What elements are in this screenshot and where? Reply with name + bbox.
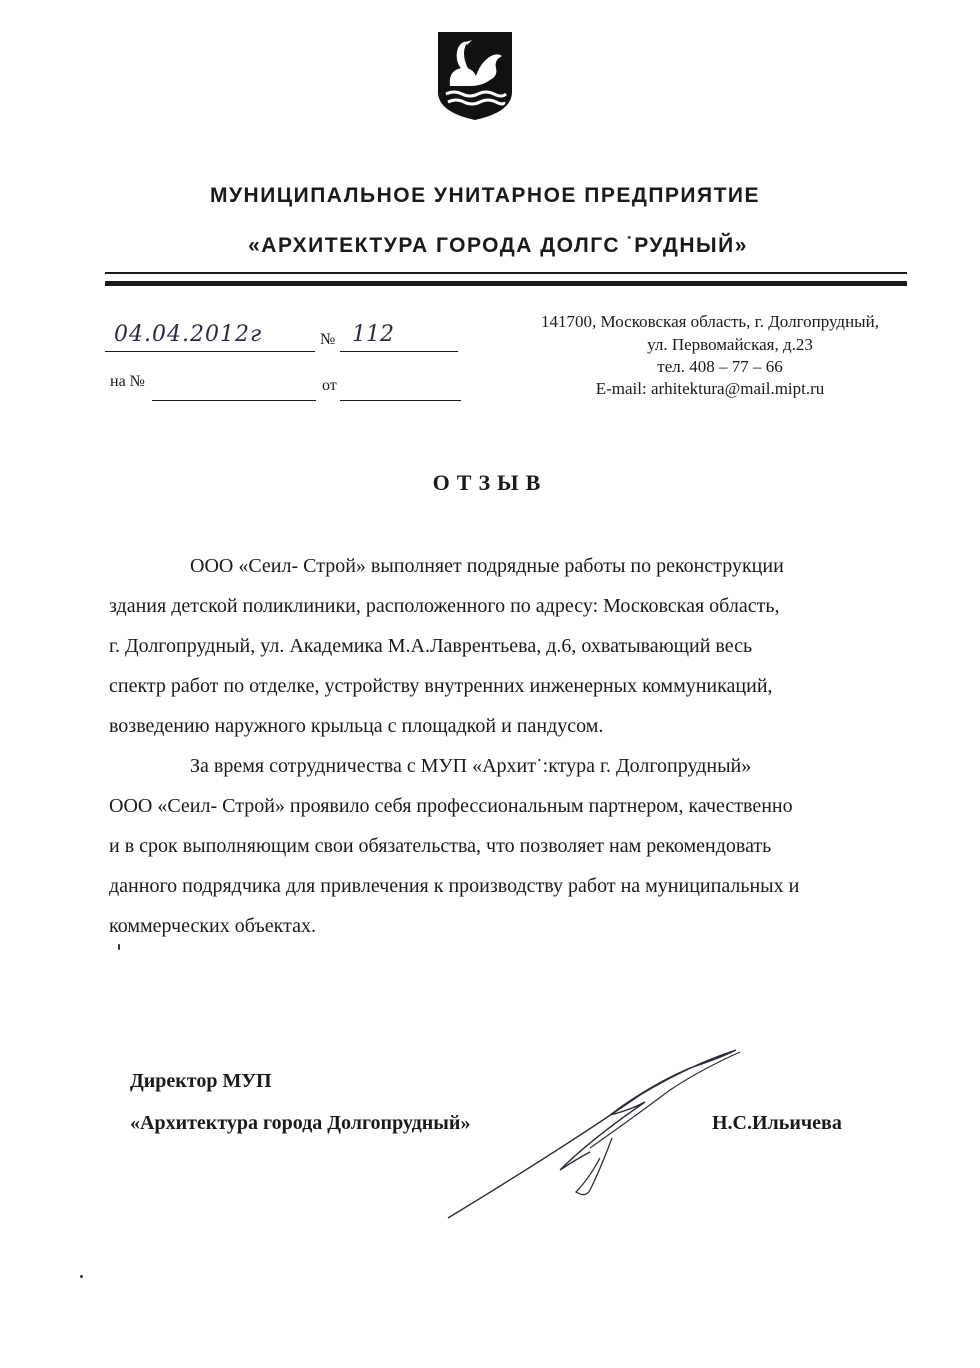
number-label: № [320, 331, 336, 348]
paragraph-1 [109, 546, 784, 746]
text-line: здания детской поликлиники, расположенного по адресу: Московская область, [109, 595, 780, 617]
reference-date-label: от [322, 377, 337, 394]
address-line-email: E-mail: arhitektura@mail.mipt.ru [595, 379, 825, 398]
organization-name-line2: «АРХИТЕКТУРА ГОРОДА ДОЛГС ˙РУДНЫЙ» [248, 234, 748, 257]
reference-number-underline [152, 376, 316, 401]
text-line: За время сотрудничества с МУП «Архит˙:ктура г. Долгопрудный» [190, 755, 752, 777]
text-line: спектр работ по отделке, устройству внутренних инженерных коммуникаций, [109, 675, 773, 697]
text-line: ООО «Сеил- Строй» проявило себя профессиональным партнером, качественно [109, 795, 793, 817]
header-divider-thin [105, 272, 907, 274]
signatory-organization: «Архитектура города Долгопрудный» [130, 1112, 471, 1134]
paragraph-2 [109, 746, 799, 946]
document-title: ОТЗЫВ [432, 470, 548, 495]
swan-coat-of-arms-icon [436, 30, 514, 122]
organization-name-line1: МУНИЦИПАЛЬНОЕ УНИТАРНОЕ ПРЕДПРИЯТИЕ [209, 184, 761, 207]
text-line: возведению наружного крыльца с площадкой и пандусом. [109, 715, 604, 737]
reference-date-underline [340, 376, 461, 401]
address-line-postal: 141700, Московская область, г. Долгопрудный, [541, 312, 879, 331]
document-date: 04.04.2012г [114, 322, 263, 347]
text-line: данного подрядчика для привлечения к производству работ на муниципальных и [109, 875, 800, 897]
handwritten-signature [440, 1040, 750, 1230]
address-line-phone: тел. 408 – 77 – 66 [657, 357, 783, 376]
scan-speck [118, 944, 120, 950]
header-divider-thick [105, 281, 907, 286]
signatory-name: Н.С.Ильичева [712, 1112, 842, 1134]
signatory-position: Директор МУП [130, 1070, 272, 1092]
text-line: и в срок выполняющим свои обязательства, что позволяет нам рекомендовать [109, 835, 772, 857]
reference-number-label: на № [110, 373, 145, 390]
text-line: ООО «Сеил- Строй» выполняет подрядные работы по реконструкции [190, 555, 784, 577]
scan-speck [80, 1275, 83, 1278]
document-number: 112 [352, 322, 394, 347]
address-line-street: ул. Первомайская, д.23 [647, 335, 813, 354]
text-line: г. Долгопрудный, ул. Академика М.А.Лаврентьева, д.6, охватывающий весь [109, 635, 753, 657]
text-line: коммерческих объектах. [109, 915, 316, 937]
